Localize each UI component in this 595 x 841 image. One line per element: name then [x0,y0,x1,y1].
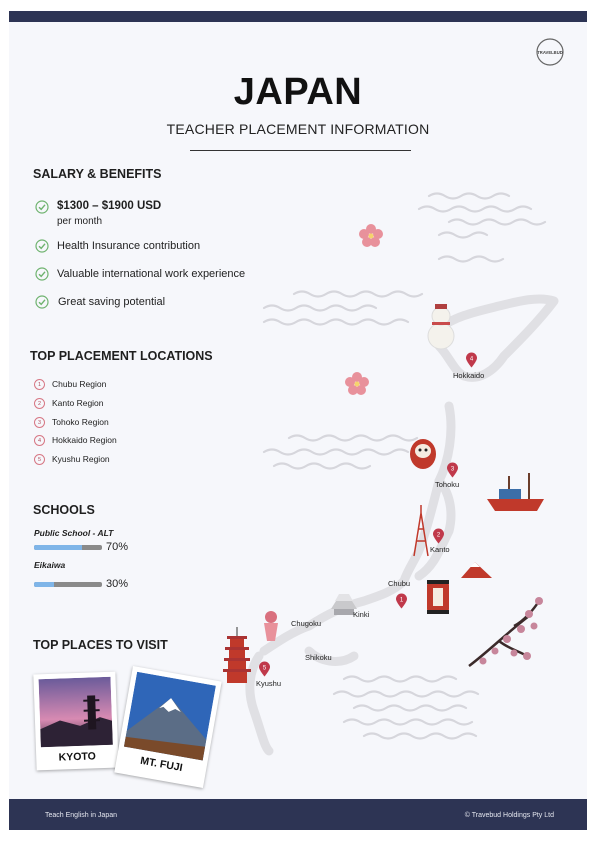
benefit-label: Great saving potential [58,296,166,308]
location-label: Chubu Region [52,379,107,389]
salary-benefits-heading: SALARY & BENEFITS [33,167,162,181]
location-label: Tohoko Region [52,417,109,427]
school-progress-fill [34,545,82,550]
mount-fuji-small-illustration [461,562,492,578]
title-divider [190,150,411,151]
footer-left-text: Teach English in Japan [45,812,117,819]
svg-text:5: 5 [262,665,267,672]
check-circle-icon [35,239,49,253]
map-pin-icon [465,352,478,368]
fishing-boat-illustration [487,473,544,511]
paper-lantern-illustration [427,580,449,614]
svg-text:1: 1 [399,597,404,604]
school-type-label: Eikaiwa [34,560,66,570]
salary-period: per month [57,216,103,227]
daruma-doll-illustration [410,439,436,469]
map-label-hokkaido: Hokkaido [453,371,485,380]
map-label-chugoku: Chugoku [291,619,322,628]
page-subtitle: TEACHER PLACEMENT INFORMATION [166,121,430,137]
check-circle-icon [35,200,49,214]
placement-locations-heading: TOP PLACEMENT LOCATIONS [30,349,213,363]
benefit-label: Health Insurance contribution [57,240,201,252]
map-label-kanto: Kanto [430,545,450,554]
geisha-illustration [264,611,278,641]
location-number: 5 [34,454,45,465]
mt-fuji-photo-card [114,666,221,788]
location-label: Kyushu Region [52,454,110,464]
schools-heading: SCHOOLS [33,503,95,517]
photo-caption: KYOTO [58,750,97,764]
mt-fuji-photo [124,672,216,761]
photo-caption: MT. FUJI [139,754,184,775]
infographic-page [9,11,587,830]
places-to-visit-heading: TOP PLACES TO VISIT [33,638,168,652]
location-label: Hokkaido Region [52,435,117,445]
map-label-chubu: Chubu [388,579,411,588]
map-pin-icon [395,593,408,609]
location-number: 2 [34,398,45,409]
map-label-tohoku: Tohoku [435,480,460,489]
cherry-blossom-branch-illustration [469,597,543,666]
map-label-kinki: Kinki [353,610,370,619]
snowman-illustration [428,304,454,349]
school-type-label: Public School - ALT [34,528,114,538]
pagoda-illustration [223,627,251,683]
location-number: 3 [34,417,45,428]
kyoto-photo-card [33,672,118,771]
location-number: 1 [34,379,45,390]
svg-text:TRAVELBUD: TRAVELBUD [537,50,563,55]
location-label: Kanto Region [52,398,104,408]
salary-range: $1300 – $1900 USD [57,200,162,212]
svg-text:4: 4 [469,356,474,363]
map-pin-icon [432,528,445,544]
svg-text:2: 2 [436,532,441,539]
location-number: 4 [34,435,45,446]
benefit-label: Valuable international work experience [57,268,246,280]
kyoto-photo [39,677,113,747]
map-pin-icon [258,661,271,677]
page-title: JAPAN [233,71,363,113]
footer-copyright: © Travebud Holdings Pty Ltd [464,812,554,819]
map-label-kyushu: Kyushu [256,679,282,688]
map-pin-icon [446,462,459,478]
school-progress-bar [34,582,102,587]
school-progress-fill [34,582,54,587]
svg-text:3: 3 [450,466,455,473]
check-circle-icon [35,295,49,309]
japan-islands-outline [250,299,554,751]
school-percentage: 70% [106,541,129,553]
school-progress-bar [34,545,102,550]
check-circle-icon [35,267,49,281]
school-percentage: 30% [106,578,129,590]
map-label-shikoku: Shikoku [305,653,332,662]
travelbud-logo [535,37,565,67]
